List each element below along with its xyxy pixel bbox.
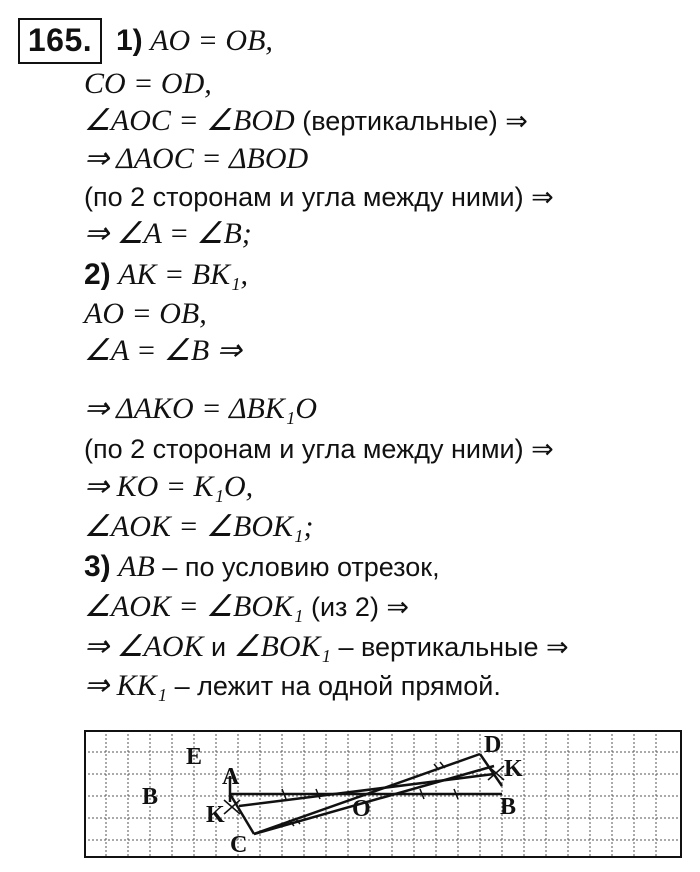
problem-number: 165. <box>18 18 102 64</box>
label-b-right: B <box>500 794 517 820</box>
solution-line-9 <box>84 332 242 370</box>
segment-ac <box>230 794 254 834</box>
line-9-math: ∠A = ∠B ⇒ <box>84 334 242 367</box>
line-17-text: – лежит на одной прямой. <box>167 671 501 701</box>
label-b-left: B <box>142 784 159 810</box>
label-k-left: K <box>206 802 225 828</box>
line-16-text-b: – вертикальные ⇒ <box>330 632 569 662</box>
label-c: C <box>230 832 248 858</box>
solution-line-8 <box>84 295 207 333</box>
solution-line-2 <box>84 65 212 103</box>
solution-line-14 <box>84 548 440 586</box>
line-11-text: (по 2 сторонам и угла между ними) ⇒ <box>84 434 554 464</box>
label-e: E <box>186 744 203 770</box>
solution-line-13 <box>84 508 313 546</box>
solution-line-3 <box>84 102 528 140</box>
solution-line-12 <box>84 468 253 506</box>
line-1-math: AO = OB, <box>150 24 273 57</box>
solution-line-6 <box>84 215 252 253</box>
solution-line-7 <box>84 256 248 294</box>
line-5-text: (по 2 сторонам и угла между ними) ⇒ <box>84 182 554 212</box>
solution-line-16 <box>84 628 569 666</box>
label-k-right: K <box>504 756 523 782</box>
line-14-text: – по условию отрезок, <box>154 552 440 582</box>
line-7-math: AK = BK₁, <box>118 258 249 291</box>
line-13-math: ∠AOK = ∠BOK₁; <box>84 510 314 543</box>
solution-line-15 <box>84 588 409 626</box>
label-o: O <box>352 796 371 822</box>
line-8-math: AO = OB, <box>84 297 207 330</box>
part-3-marker: 3) <box>84 550 111 583</box>
line-14-math: AB <box>118 550 155 583</box>
geometry-figure <box>84 730 682 858</box>
line-16-text-a: и <box>203 632 234 662</box>
part-2-marker: 2) <box>84 258 111 291</box>
line-3-math: ∠AOC = ∠BOD <box>84 104 295 137</box>
line-10-math: ⇒ ΔAKO = ΔBK₁O <box>84 392 317 425</box>
line-2-math: CO = OD, <box>84 67 212 100</box>
solution-line-11 <box>84 430 554 468</box>
figure-lines <box>230 754 502 834</box>
line-16-math: ⇒ ∠AOK <box>84 630 204 663</box>
solution-line-4 <box>84 140 308 178</box>
solution-line-5 <box>84 178 554 216</box>
line-15-math: ∠AOK = ∠BOK₁ <box>84 590 304 623</box>
line-3-text: (вертикальные) ⇒ <box>294 106 528 136</box>
line-4-math: ⇒ ΔAOC = ΔBOD <box>84 142 309 175</box>
solution-line-1 <box>116 22 273 60</box>
line-15-text: (из 2) ⇒ <box>303 592 410 622</box>
solution-line-17 <box>84 667 501 705</box>
line-12-math: ⇒ KO = K₁O, <box>84 470 254 503</box>
solution-line-10 <box>84 390 317 428</box>
line-6-math: ⇒ ∠A = ∠B; <box>84 217 252 250</box>
line-16-math-b: ∠BOK₁ <box>233 630 331 663</box>
label-d: D <box>484 732 502 758</box>
label-a: A <box>222 764 240 790</box>
line-17-math: ⇒ KK₁ <box>84 669 168 702</box>
part-1-marker: 1) <box>116 24 143 57</box>
